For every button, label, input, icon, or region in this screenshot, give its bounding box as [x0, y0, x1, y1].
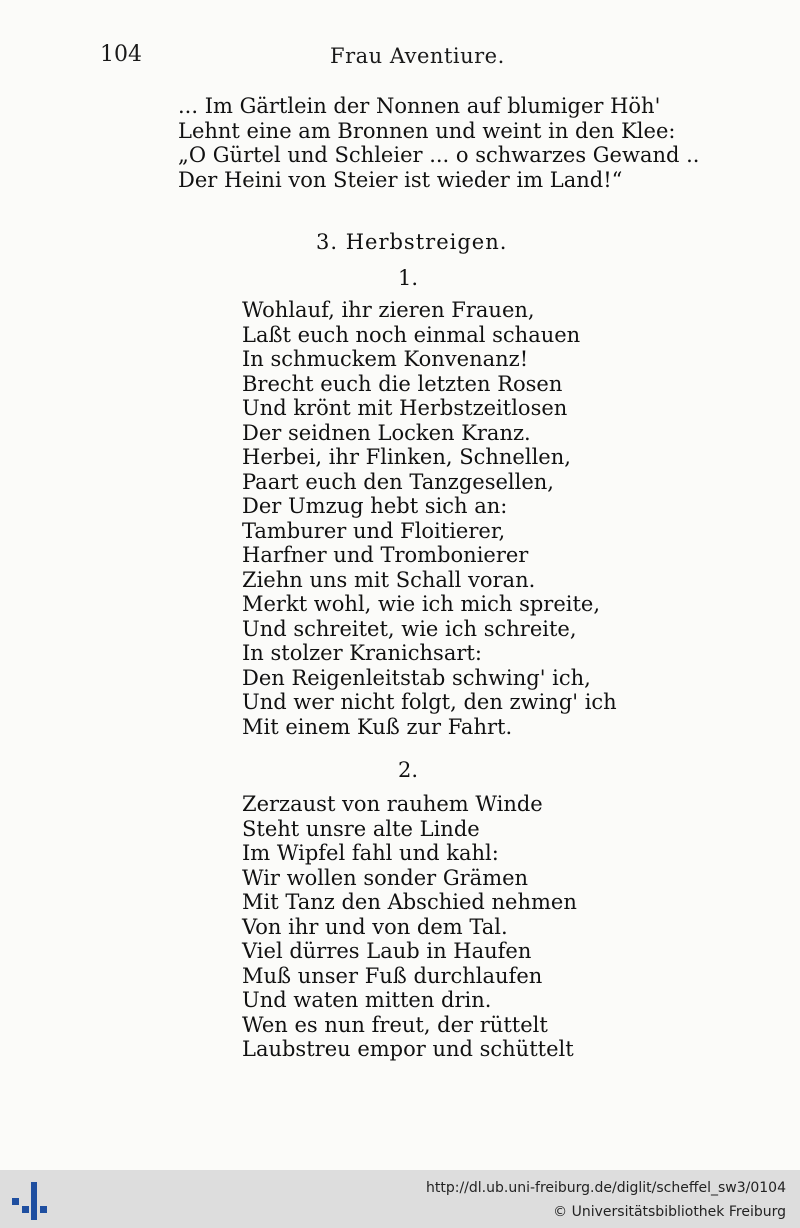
verse-line: Muß unser Fuß durchlaufen	[242, 963, 543, 988]
verse-line: Laßt euch noch einmal schauen	[242, 322, 581, 347]
verse-line: Im Wipfel fahl und kahl:	[242, 841, 499, 865]
verse-line: In stolzer Kranichsart:	[242, 641, 482, 665]
verse-line: Lehnt eine am Bronnen und weint in den Klee:	[178, 118, 676, 143]
verse-line: Und schreitet, wie ich schreite,	[242, 616, 577, 641]
verse-line: Herbei, ihr Flinken, Schnellen,	[242, 445, 571, 469]
verse-line: Steht unsre alte Linde	[242, 816, 480, 841]
verse-line: Und krönt mit Herbstzeitlosen	[242, 396, 568, 420]
verse-line: Merkt wohl, wie ich mich spreite,	[242, 592, 601, 616]
verse-line: Ziehn uns mit Schall voran.	[242, 567, 536, 592]
permalink-url[interactable]: http://dl.ub.uni-freiburg.de/diglit/scheffel_sw3/0104	[426, 1180, 786, 1196]
verse-line: ... Im Gärtlein der Nonnen auf blumiger Höh'	[178, 94, 661, 118]
verse-line: Mit einem Kuß zur Fahrt.	[242, 714, 513, 739]
footer-bar	[0, 1170, 800, 1228]
verse-line: Der seidnen Locken Kranz.	[242, 420, 531, 445]
verse-line: Der Umzug hebt sich an:	[242, 494, 508, 518]
verse-line: Von ihr und von dem Tal.	[242, 914, 508, 939]
verse-line: Der Heini von Steier ist wieder im Land!“	[178, 167, 623, 192]
verse-line: Und wer nicht folgt, den zwing' ich	[242, 690, 617, 714]
verse-line: Harfner und Trombonierer	[242, 543, 529, 567]
verse-line: Brecht euch die letzten Rosen	[242, 371, 563, 396]
verse-line: Wir wollen sonder Grämen	[242, 865, 529, 890]
verse-line: Wohlauf, ihr zieren Frauen,	[242, 298, 535, 322]
verse-line: Und waten mitten drin.	[242, 988, 492, 1012]
running-title: Frau Aventiure.	[330, 44, 505, 68]
opening-stanza	[178, 94, 699, 192]
section-title: 3. Herbstreigen.	[316, 230, 508, 254]
verse-line: Tamburer und Floitierer,	[242, 518, 506, 543]
stanza-part-1	[242, 298, 617, 739]
verse-line: Mit Tanz den Abschied nehmen	[242, 890, 577, 914]
verse-line: Wen es nun freut, der rüttelt	[242, 1012, 548, 1037]
part-number-1: 1.	[398, 266, 419, 290]
verse-line: In schmuckem Konvenanz!	[242, 347, 529, 371]
ub-freiburg-logo-icon[interactable]	[10, 1180, 50, 1222]
verse-line: Viel dürres Laub in Haufen	[242, 939, 532, 963]
part-number-2: 2.	[398, 758, 419, 782]
page-number: 104	[100, 42, 142, 67]
copyright-notice: © Universitätsbibliothek Freiburg	[553, 1204, 786, 1220]
stanza-part-2	[242, 792, 577, 1062]
verse-line: Paart euch den Tanzgesellen,	[242, 469, 554, 494]
verse-line: „O Gürtel und Schleier ... o schwarzes Gewand ..	[178, 143, 700, 167]
verse-line: Zerzaust von rauhem Winde	[242, 792, 543, 816]
verse-line: Den Reigenleitstab schwing' ich,	[242, 665, 591, 690]
page-header	[0, 38, 800, 78]
verse-line: Laubstreu empor und schüttelt	[242, 1037, 574, 1061]
